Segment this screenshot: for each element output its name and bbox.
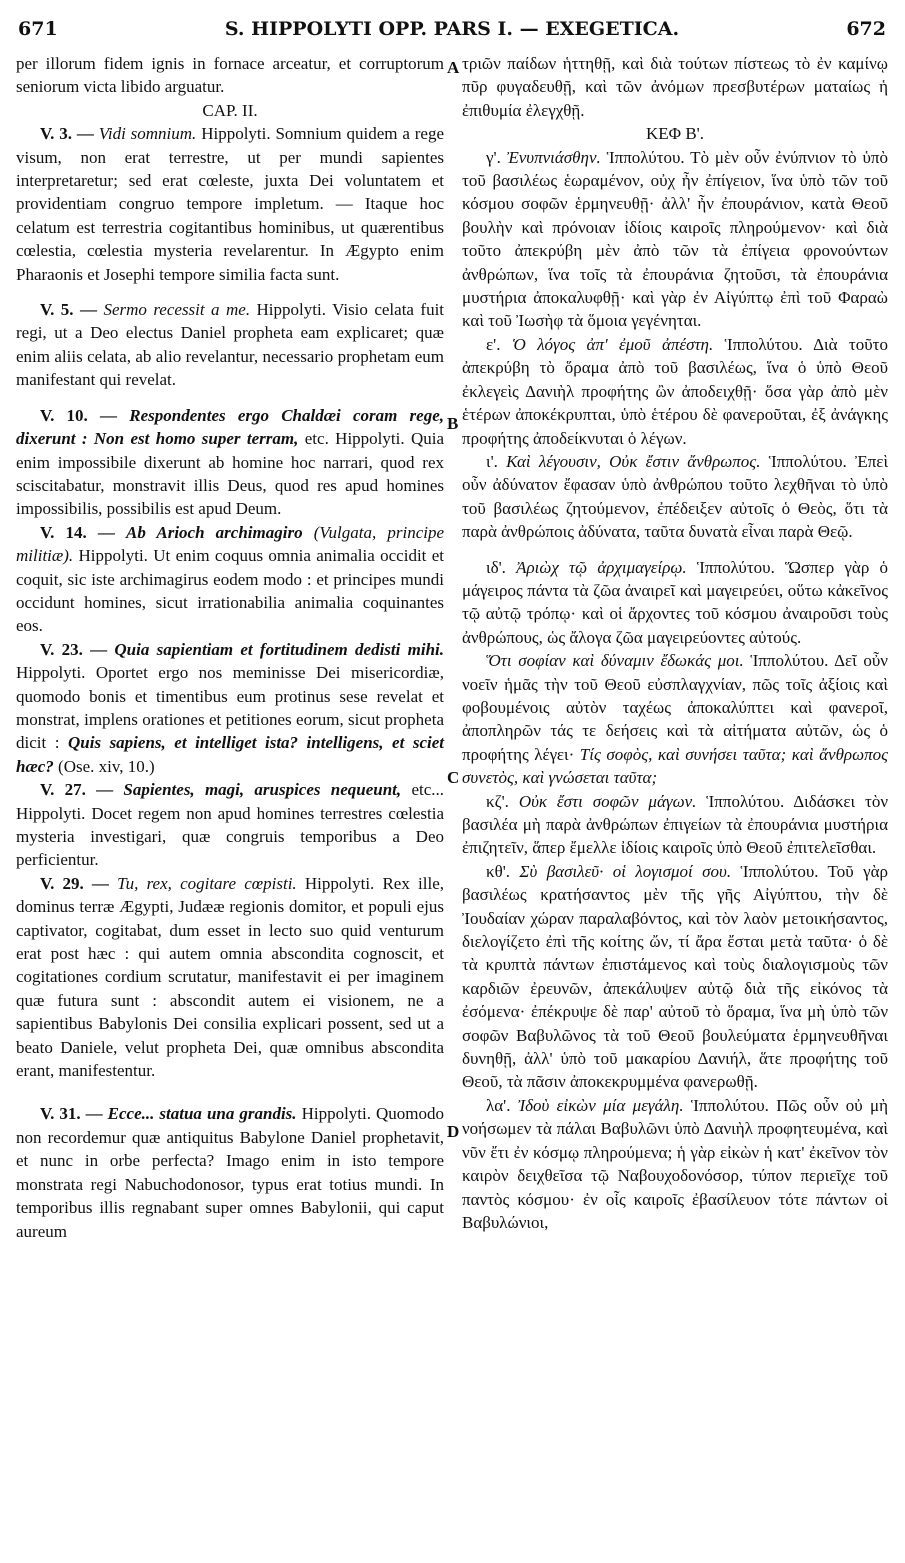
verse-lemma: Ἰδοὺ εἰκὼν μία μεγάλη.: [517, 1095, 684, 1115]
greek-verse-27: [462, 790, 888, 860]
verse-lemma: Ἀριὼχ τῷ ἀρχιμαγείρῳ.: [516, 557, 687, 577]
greek-verse-10: [462, 450, 888, 544]
verse-text: Ἱππολύτου. Τοῦ γὰρ βασιλέως κρατήσαντος μὲν τῆς γῆς Αἰγύπτου, τὴν δὲ Ἰουδαίαν χώραν παραλαβόντος, καὶ τὸν λαὸν μετοικήσαντος, διελογίζετο ἐπὶ τῆς κοίτης ὤν, τί ἄρα ἔσται μετὰ ταῦτα· ὁ δὲ τὰ κρυπτὰ πάντων ἐπιστάμενος καὶ τοὺς διαλογισμοὺς τῶν καρδιῶν ἐρευνῶν, ἀπεκάλυψεν αὐτῷ διὰ τῆς εἰκόνος τὰ ἐσόμενα· ἐπέκρυψε δὲ παρ' αὐτοῦ τὸ ὅραμα, ἵνα μὴ ὑπὸ τῶν σοφῶν Βαβυλῶνος τὰ τοῦ Θεοῦ βουλεύματα ἑρμηνευθῆναι δυνηθῇ, ἀλλ' ὑπὸ τοῦ μακαρίου Δανιήλ, ἅτε προφήτης τοῦ Θεοῦ, τὰ πᾶσιν ἀποκεκρυμμένα φανερωθῇ.: [462, 861, 888, 1092]
verse-ref: λα'.: [486, 1095, 511, 1115]
margin-marker-b: B: [447, 414, 459, 433]
latin-verse-10: [16, 404, 444, 521]
verse-text: Hippolyti. Rex ille, dominus terræ Ægypti, Judææ regionis domitor, et populi ejus captivator, cogitabat, dum esset in lecto suo quid venturum erat post hæc : qui autem omnia abscondita cognoscit, et cogitationes cordium scrutatur, manifestavit ei per imaginem quæ futura sunt : abscondit autem ei visionem, ne a sapientibus Babylonis Dei consilia explicari possent, sed ut a beato Daniele, velut propheta Dei, quæ omnibus abscondita erant, manifestentur.: [16, 873, 444, 1081]
latin-column: [16, 52, 444, 1243]
verse-text: Ἱππολύτου. Διὰ τοῦτο ἀπεκρύβη τὸ ὅραμα ἀπὸ τοῦ βασιλέως, ἵνα ὁ ὑπὸ Θεοῦ ἐκλεγεὶς Δανιὴλ προφήτης ὢν ἀποδειχθῇ· ὅσα γὰρ ἀπὸ μὲν ἑτέρων ἀποκέκρυπται, ὑπὸ ἑτέρου δὲ φανεροῦται, ἐξ ἀνάγκης προφήτης ἀποδείκνυται ὁ λέγων.: [462, 334, 889, 448]
page-number-right: 672: [846, 18, 886, 40]
verse-ref: V. 10. —: [40, 405, 118, 425]
margin-marker-a: A: [447, 58, 460, 77]
latin-verse-31: [16, 1102, 444, 1242]
verse-lemma: Quia sapientiam et fortitudinem dedisti mihi.: [114, 639, 444, 659]
margin-marker-c: C: [447, 768, 460, 787]
verse-ref: V. 29. —: [40, 873, 109, 893]
verse-ref: V. 3. —: [40, 124, 94, 144]
verse-ref: γ'.: [486, 147, 501, 167]
verse-ref: κζ'.: [486, 791, 509, 811]
verse-ref: V. 31. —: [40, 1104, 103, 1124]
verse-text: Hippolyti. Oportet ergo nos meminisse Dei misericordiæ, quomodo bonis et timentibus eum protinus sese revelat et monstrat, implens orationes et petitiones eorum, sicut propheta dicit :: [16, 663, 444, 753]
verse-lemma: Respondentes ergo Chaldæi coram rege, dixerunt : Non est homo super terram,: [16, 405, 445, 449]
verse-ref: ιδ'.: [486, 557, 506, 577]
latin-verse-14: [16, 521, 444, 638]
greek-verse-14: [462, 556, 888, 650]
verse-text: Hippolyti. Ut enim coquus omnia animalia occidit et coquit, sic iste archimagirus eodem modo : et principes mundi occidunt homines, sicut irrationabilia animalia coquinantes eos.: [16, 546, 445, 636]
verse-text: etc. Hippolyti. Quia enim impossibile dixerunt ab homine hoc narrari, quod rex sciscitabatur, monstravit illis Deus, quod res apud homines impossibilis, possibilis est apud Deum.: [16, 429, 445, 519]
latin-chapter-heading: CAP. II.: [202, 100, 258, 120]
greek-verse-29: [462, 860, 888, 1094]
greek-chapter-heading: ΚΕΦ Β'.: [646, 124, 704, 144]
verse-lemma: Ecce... statua una grandis.: [107, 1104, 297, 1124]
greek-verse-31: [462, 1094, 888, 1234]
page-title: S. HIPPOLYTI OPP. PARS I. — EXEGETICA.: [224, 18, 680, 40]
verse-text: Hippolyti. Somnium quidem a rege visum, non erat terrestre, ut per mundi sapientes interpretaretur; sed erat cœleste, juxta Dei voluntatem et providentiam congruo tempore impletum. — Itaque hoc celatum est terrestria cogitantibus hominibus, ut quærentibus cœlestia, cœlestia mysteria revelarentur. In Ægypto enim Pharaonis et Josephi tempore similia facta sunt.: [16, 124, 445, 284]
verse-text: Ἱππολύτου. Πῶς οὖν οὐ μὴ νοήσωμεν τὰ πάλαι Βαβυλῶνι ὑπὸ Δανιὴλ προφητευμένα, καὶ νῦν ἔτι ἐν κόσμῳ πληρούμενα; ἡ γὰρ εἰκὼν ἡ κατ' ἐκεῖνον τὸν καιρὸν δειχθεῖσα τῷ Ναβουχοδονόσορ, τύπον περιεῖχε τοῦ παντὸς κόσμου· ἐν οἷς καιροῖς ἐβασίλευον τότε πάντων οἱ Βαβυλώνιοι,: [462, 1095, 889, 1232]
verse-ref: V. 5. —: [40, 300, 97, 320]
verse-quote: Quis sapiens, et intelliget ista? intelligens, et sciet hæc?: [16, 733, 444, 776]
latin-verse-27: [16, 778, 444, 872]
verse-lemma: Ὁ λόγος ἀπ' ἐμοῦ ἀπέστη.: [511, 334, 714, 354]
greek-column: [462, 52, 888, 1234]
verse-text: Ἱππολύτου. Τὸ μὲν οὖν ἐνύπνιον τὸ ὑπὸ τοῦ βασιλέως ἑωραμένον, οὐχ ἦν ἐπίγειον, ἵνα ὑπὸ τῶν τοῦ κόσμου σοφῶν ἑρμηνευθῇ· ἀλλ' ἦν ἐπουράνιον, κατὰ Θεοῦ βουλὴν καὶ πρόνοιαν ἰδίοις καιροῖς πληρούμενον· καὶ διὰ τοῦτο ἀπεκρύβη μὲν ἀπὸ τῶν τὰ ἐπίγεια φρονούντων ἀνθρώπων, ἵνα τοῖς τὰ ἐπουράνια ζητοῦσι, τὰ ἐπουράνια μυστήρια ἀποκαλυφθῇ· καὶ γὰρ ἐν Αἰγύπτῳ ἐπὶ τοῦ Φαραὼ καὶ τοῦ Ἰωσὴφ τὰ ὅμοια γεγένηται.: [462, 147, 889, 331]
verse-text: Ἱππολύτου. Δεῖ οὖν νοεῖν ἡμᾶς τὴν τοῦ Θεοῦ εὐσπλαγχνίαν, πῶς τοῖς ἀξίοις καὶ φοβουμένοις αὐτὸν ταχέως ἀποκαλύπτει καὶ φανεροῖ, ἀποπληρῶν τάς τε δεήσεις καὶ τὰ αἰτήματα αὐτῶν, ὡς ὁ προφήτης λέγει·: [462, 651, 888, 764]
latin-verse-5: [16, 298, 444, 392]
verse-ref: ι'.: [486, 451, 498, 471]
latin-verse-29: [16, 872, 444, 1083]
verse-lemma: Σὺ βασιλεῦ· οἱ λογισμοί σου.: [519, 861, 732, 881]
verse-ref: V. 27. —: [40, 780, 114, 800]
verse-ref: V. 14. —: [40, 522, 115, 542]
greek-verse-3: [462, 146, 888, 333]
verse-lemma: Sapientes, magi, aruspices nequeunt,: [123, 780, 402, 800]
page-number-left: 671: [18, 18, 58, 40]
latin-verse-3: [16, 122, 444, 286]
margin-marker-d: D: [447, 1122, 460, 1141]
greek-verse-23: [462, 649, 888, 789]
verse-text: etc... Hippolyti. Docet regem non apud homines terrestres cœlestia mysteria investigari, quæ congruis temporibus a Deo perficientur.: [16, 780, 445, 870]
verse-text: Ἱππολύτου. Διδάσκει τὸν βασιλέα μὴ παρὰ ἀνθρώπων ἐπιγείων τὰ ἐπουράνια μυστήρια ἐπιζητεῖν, ἅπερ ἔμελλε ἰδίοις καιροῖς ὑπὸ Θεοῦ ἐπιτελεῖσθαι.: [462, 791, 889, 858]
verse-ref: κθ'.: [486, 861, 511, 881]
verse-lemma: Ab Arioch archimagiro: [126, 522, 303, 542]
verse-ref: ε'.: [486, 334, 501, 354]
verse-ref: V. 23. —: [40, 639, 108, 659]
latin-intro: per illorum fidem ignis in fornace arceatur, et corruptorum seniorum victa libido arguatur.: [16, 54, 444, 97]
greek-intro: τριῶν παίδων ἡττηθῇ, καὶ διὰ τούτων πίστεως τὸ ἐν καμίνῳ πῦρ φυγαδευθῇ, καὶ τῶν ἀνόμων πρεσβυτέρων ματαίως ἡ ἐπιθυμία ἐλεγχθῇ.: [462, 54, 888, 120]
verse-lemma: Tu, rex, cogitare cœpisti.: [117, 873, 297, 893]
verse-text: Ἱππολύτου. Ἐπεὶ οὖν ἀδύνατον ἔφασαν ὑπὸ ἀνθρώπου τοῦτο λεχθῆναι τὸ ὑπὸ τοῦ βασιλέως ζητούμενον, ἐπέδειξεν αὐτοῖς ὁ Θεὸς, ὅτι τὰ παρὰ ἀνθρώποις ἀδύνατα, ταῦτα δυνατὰ εἶναι παρὰ Θεῷ.: [462, 451, 889, 542]
greek-verse-5: [462, 333, 888, 450]
verse-text: Hippolyti. Visio celata fuit regi, ut a Deo electus Daniel propheta eam explicaret; quæ enim aliis celata, ab alio revelantur, necessario prophetam eum manifestant qui revelat.: [16, 300, 445, 390]
verse-parenthetical: (Vulgata, principe militiæ).: [16, 522, 445, 566]
verse-lemma: Οὐκ ἔστι σοφῶν μάγων.: [518, 791, 697, 811]
verse-lemma: Vidi somnium.: [98, 124, 197, 144]
latin-verse-23: [16, 638, 444, 778]
verse-lemma: Sermo recessit a me.: [103, 300, 251, 320]
verse-lemma: Ἐνυπνιάσθην.: [506, 147, 601, 167]
verse-lemma: Ὅτι σοφίαν καὶ δύναμιν ἔδωκάς μοι.: [486, 651, 744, 671]
verse-text: Hippolyti. Quomodo non recordemur quæ antiquitus Babylone Daniel prophetavit, et nunc in orbe perfecta? Imago enim in isto tempore monstrata regi Nabuchodonosor, typus erat totius mundi. In temporibus illis regnabant super omnes Babylonii, qui caput aureum: [16, 1104, 445, 1241]
running-header: [18, 16, 886, 46]
verse-lemma: Καὶ λέγουσιν, Οὐκ ἔστιν ἄνθρωπος.: [506, 451, 761, 471]
verse-quote: Τίς σοφὸς, καὶ συνήσει ταῦτα; καὶ ἄνθρωπος συνετὸς, καὶ γνώσεται ταῦτα;: [462, 744, 889, 788]
verse-text: Ἱππολύτου. Ὥσπερ γὰρ ὁ μάγειρος πάντα τὰ ζῶα ἀναιρεῖ καὶ μαγειρεύει, οὕτω κἀκεῖνος τῷ αὐτῷ τρόπῳ· καὶ οἱ ἄρχοντες τοῦ κόσμου ἀναιροῦσι τοὺς ἀνθρώπους, ὡς ἄλογα ζῶα μαγειρεύοντες αὐτούς.: [462, 557, 888, 647]
verse-citation: (Ose. xiv, 10.): [58, 756, 155, 776]
